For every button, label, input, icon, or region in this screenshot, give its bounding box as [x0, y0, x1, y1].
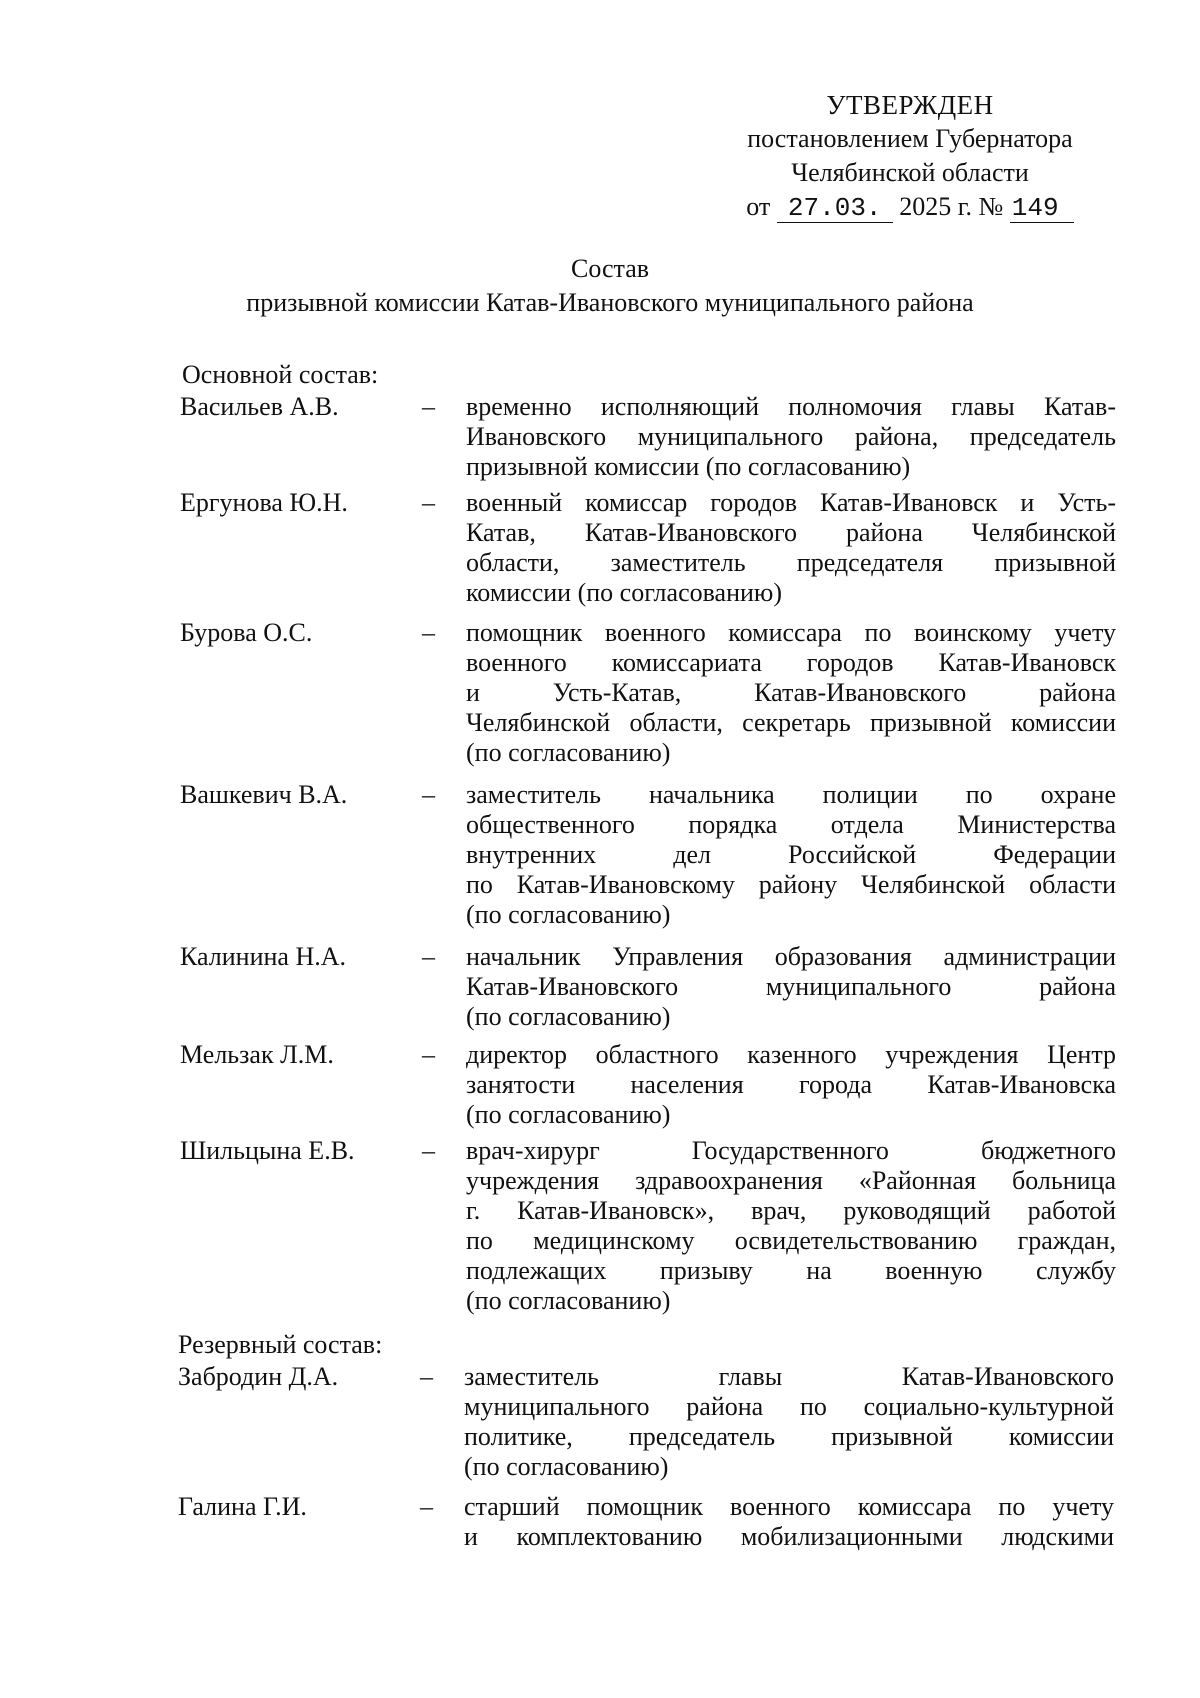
date-prefix: от [746, 192, 771, 221]
description-line: Катав-Ивановского муниципального района [466, 972, 1116, 1001]
approval-line-1: постановлением Губернатора [747, 124, 1073, 153]
description-line: и комплектованию мобилизационными людскими [464, 1522, 1114, 1551]
description-line: заместитель начальника полиции по охране [466, 780, 1116, 809]
reserve-section-label: Резервный состав: [178, 1330, 383, 1359]
description-line: военный комиссар городов Катав-Ивановск и Усть- [466, 488, 1116, 517]
description-line: учреждения здравоохранения «Районная больница [466, 1166, 1116, 1195]
member-description [466, 942, 1116, 1032]
member-description [466, 780, 1116, 930]
member-description [466, 392, 1116, 482]
date-value: 27.03. [777, 194, 893, 223]
description-line: (по согласованию) [466, 900, 671, 929]
member-dash: – [420, 1362, 433, 1391]
description-line: начальник Управления образования администрации [466, 942, 1116, 971]
main-section-label: Основной состав: [182, 360, 379, 389]
description-line: (по согласованию) [466, 738, 671, 767]
member-name: Васильев А.В. [180, 392, 339, 421]
description-line: Челябинской области, секретарь призывной комиссии [466, 708, 1116, 737]
member-name: Калинина Н.А. [180, 942, 346, 971]
description-line: временно исполняющий полномочия главы Катав- [466, 392, 1116, 421]
description-line: и Усть-Катав, Катав-Ивановского района [466, 678, 1116, 707]
description-line: комиссии (по согласованию) [466, 578, 782, 607]
member-name: Шильцына Е.В. [180, 1136, 355, 1165]
member-name: Галина Г.И. [178, 1492, 307, 1521]
member-name: Бурова О.С. [180, 618, 313, 647]
member-description [466, 618, 1116, 768]
document-title [180, 252, 1040, 320]
member-dash: – [422, 1136, 435, 1165]
approval-line-2: Челябинской области [791, 158, 1029, 187]
member-name: Забродин Д.А. [178, 1362, 339, 1391]
member-description [464, 1362, 1114, 1482]
member-name: Вашкевич В.А. [180, 780, 348, 809]
date-year: 2025 г. № [899, 192, 1004, 221]
description-line: помощник военного комиссара по воинскому учету [466, 618, 1116, 647]
description-line: занятости населения города Катав-Ивановска [466, 1070, 1116, 1099]
member-name: Мельзак Л.М. [180, 1040, 334, 1069]
description-line: области, заместитель председателя призывной [466, 548, 1116, 577]
title-line-2: призывной комиссии Катав-Ивановского муниципального района [246, 288, 974, 317]
approval-date-line [700, 190, 1120, 224]
member-dash: – [422, 1040, 435, 1069]
description-line: г. Катав-Ивановск», врач, руководящий работой [466, 1196, 1116, 1225]
decree-number: 149 [1010, 194, 1074, 223]
description-line: призывной комиссии (по согласованию) [466, 452, 911, 481]
description-line: общественного порядка отдела Министерства [466, 810, 1116, 839]
approval-stamp: УТВЕРЖДЕН [826, 90, 994, 120]
member-description [466, 1136, 1116, 1316]
description-line: (по согласованию) [466, 1286, 671, 1315]
description-line: Ивановского муниципального района, председатель [466, 422, 1116, 451]
description-line: директор областного казенного учреждения Центр [466, 1040, 1116, 1069]
member-dash: – [422, 618, 435, 647]
approval-block [700, 88, 1120, 224]
member-description [466, 488, 1116, 608]
member-description [466, 1040, 1116, 1130]
member-dash: – [422, 942, 435, 971]
member-dash: – [422, 780, 435, 809]
description-line: (по согласованию) [466, 1100, 671, 1129]
member-description [464, 1492, 1114, 1552]
description-line: муниципального района по социально-культурной [464, 1392, 1114, 1421]
description-line: врач-хирург Государственного бюджетного [466, 1136, 1116, 1165]
description-line: Катав, Катав-Ивановского района Челябинской [466, 518, 1116, 547]
member-dash: – [422, 488, 435, 517]
member-dash: – [420, 1492, 433, 1521]
description-line: заместитель главы Катав-Ивановского [464, 1362, 1114, 1391]
title-line-1: Состав [570, 254, 650, 283]
member-dash: – [422, 392, 435, 421]
description-line: военного комиссариата городов Катав-Ивановск [466, 648, 1116, 677]
description-line: подлежащих призыву на военную службу [466, 1256, 1116, 1285]
member-name: Ергунова Ю.Н. [180, 488, 348, 517]
description-line: (по согласованию) [464, 1452, 669, 1481]
description-line: по Катав-Ивановскому району Челябинской области [466, 870, 1116, 899]
description-line: внутренних дел Российской Федерации [466, 840, 1116, 869]
description-line: (по согласованию) [466, 1002, 671, 1031]
description-line: политике, председатель призывной комиссии [464, 1422, 1114, 1451]
description-line: старший помощник военного комиссара по учету [464, 1492, 1114, 1521]
description-line: по медицинскому освидетельствованию граждан, [466, 1226, 1116, 1255]
